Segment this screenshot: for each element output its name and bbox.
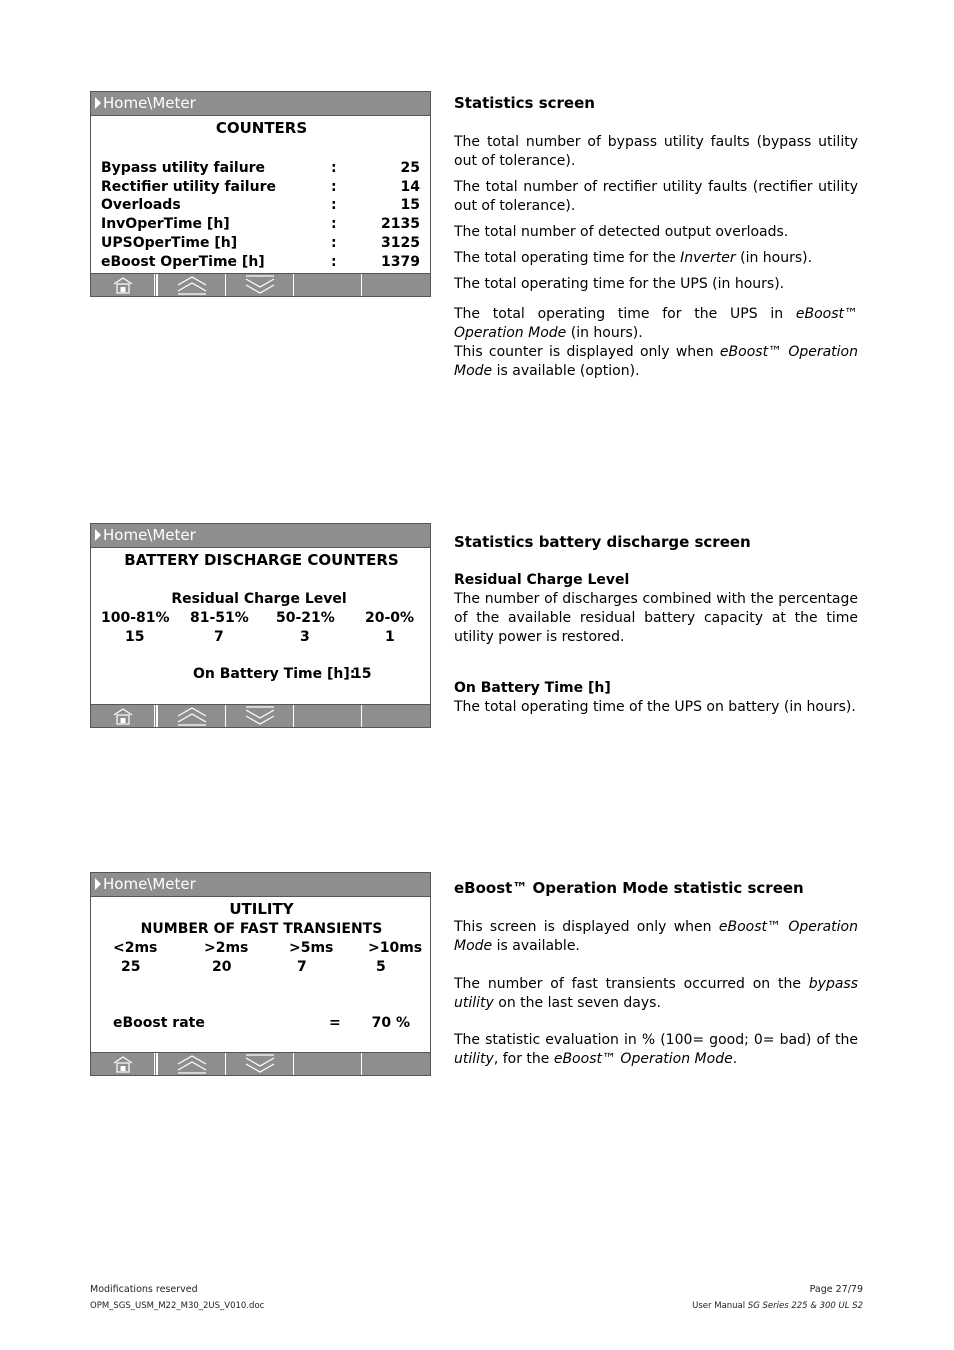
text-run: User Manual — [692, 1301, 748, 1311]
eboost-rate-sep: = — [329, 1015, 341, 1031]
paragraph — [454, 975, 858, 1013]
text-run: (in hours). — [566, 325, 643, 341]
softkey-bar — [91, 273, 430, 296]
emphasis: SG Series 225 & 300 UL S2 — [747, 1301, 863, 1311]
counters-panel — [90, 91, 431, 297]
paragraph: The total number of rectifier utility faults (rectifier utility out of tolerance). — [454, 179, 858, 214]
scroll-up-button[interactable] — [157, 1053, 226, 1075]
row-label: Bypass utility failure — [101, 160, 266, 176]
column-header: 81-51% — [190, 610, 249, 626]
text-run: . — [732, 1051, 738, 1067]
on-battery-value: 15 — [352, 666, 372, 682]
scroll-down-button[interactable] — [226, 705, 294, 727]
panel-title: COUNTERS — [215, 119, 308, 137]
subheading: Residual Charge Level — [454, 572, 630, 588]
text-run: is available. — [492, 938, 580, 954]
breadcrumb-label: Home\Meter — [103, 526, 196, 544]
paragraph: The total operating time for the UPS (in hours). — [454, 276, 785, 292]
home-button[interactable] — [91, 274, 157, 296]
column-value: 20 — [212, 959, 232, 975]
section-heading: Statistics screen — [454, 94, 595, 112]
column-value: 3 — [300, 629, 310, 645]
column-header: 100-81% — [101, 610, 170, 626]
breadcrumb-label: Home\Meter — [103, 875, 196, 893]
home-icon — [112, 1055, 134, 1073]
utility-panel — [90, 872, 431, 1076]
arrow-right-icon — [95, 97, 101, 109]
scroll-down-button[interactable] — [226, 274, 294, 296]
emphasis: eBoost™ Operation Mode — [553, 1051, 733, 1067]
text-run: , for the — [493, 1051, 554, 1067]
footer-modifications: Modifications reserved — [90, 1284, 198, 1295]
row-label: InvOperTime [h] — [101, 216, 230, 232]
paragraph — [454, 343, 858, 381]
column-value: 25 — [121, 959, 141, 975]
arrow-right-icon — [95, 529, 101, 541]
home-button[interactable] — [91, 1053, 157, 1075]
row-label: UPSOperTime [h] — [101, 235, 238, 251]
scroll-up-icon — [176, 706, 208, 726]
emphasis: Inverter — [680, 250, 736, 266]
home-button[interactable] — [91, 705, 157, 727]
row-value: 15 — [400, 197, 420, 213]
footer-filename: OPM_SGS_USM_M22_M30_2US_V010.doc — [90, 1301, 265, 1311]
text-run: The total operating time for the UPS in — [454, 306, 796, 322]
row-sep: : — [331, 254, 337, 270]
softkey-5[interactable] — [362, 705, 430, 727]
eboost-rate-label: eBoost rate — [113, 1015, 205, 1031]
row-value: 3125 — [381, 235, 420, 251]
scroll-down-icon — [244, 706, 276, 726]
paragraph: The total number of bypass utility faults (bypass utility out of tolerance). — [454, 134, 858, 169]
battery-discharge-panel — [90, 523, 431, 728]
column-header: 20-0% — [365, 610, 415, 626]
column-value: 5 — [376, 959, 386, 975]
row-value: 2135 — [381, 216, 420, 232]
column-value: 15 — [125, 629, 145, 645]
row-value: 1379 — [381, 254, 420, 270]
paragraph — [454, 305, 858, 343]
statistics-screen-section — [454, 94, 858, 381]
residual-charge-label: Residual Charge Level — [171, 591, 347, 607]
row-sep: : — [331, 160, 337, 176]
column-value: 1 — [385, 629, 395, 645]
softkey-5[interactable] — [362, 274, 430, 296]
paragraph: The total number of detected output overloads. — [454, 224, 789, 240]
text-run: The statistic evaluation in % (100= good; 0= bad) of the — [454, 1032, 858, 1048]
row-value: 14 — [400, 179, 420, 195]
home-icon — [112, 276, 134, 294]
text-run: This screen is displayed only when — [454, 919, 719, 935]
paragraph: The number of discharges combined with the percentage of the available residual battery capacity at the time utility power is restored. — [454, 591, 858, 645]
footer-page-number: Page 27/79 — [809, 1284, 863, 1295]
paragraph — [454, 1031, 858, 1069]
emphasis: eBoost™ Operation Mode — [454, 344, 858, 379]
text-run: (in hours). — [735, 250, 813, 266]
row-sep: : — [331, 197, 337, 213]
softkey-4[interactable] — [294, 705, 362, 727]
row-label: Overloads — [101, 197, 181, 213]
row-label: Rectifier utility failure — [101, 179, 276, 195]
text-run: The number of fast transients occurred on the — [454, 976, 809, 992]
column-header: >10ms — [368, 940, 423, 956]
footer-manual-title — [692, 1301, 863, 1311]
row-sep: : — [331, 235, 337, 251]
eboost-rate-value: 70 % — [371, 1015, 410, 1031]
softkey-5[interactable] — [362, 1053, 430, 1075]
section-heading: Statistics battery discharge screen — [454, 533, 751, 551]
subheading: On Battery Time [h] — [454, 680, 611, 696]
arrow-right-icon — [95, 878, 101, 890]
breadcrumb-label: Home\Meter — [103, 94, 196, 112]
section-heading: eBoost™ Operation Mode statistic screen — [454, 879, 804, 897]
text-run: on the last seven days. — [493, 995, 661, 1011]
scroll-up-button[interactable] — [157, 274, 226, 296]
scroll-down-button[interactable] — [226, 1053, 294, 1075]
paragraph: The total operating time of the UPS on battery (in hours). — [454, 699, 856, 715]
panel-title: UTILITY — [229, 900, 294, 918]
column-value: 7 — [214, 629, 224, 645]
softkey-4[interactable] — [294, 1053, 362, 1075]
paragraph — [454, 918, 858, 956]
home-icon — [112, 707, 134, 725]
row-sep: : — [331, 216, 337, 232]
scroll-down-icon — [244, 275, 276, 295]
breadcrumb[interactable] — [91, 873, 430, 897]
fast-transients-label: NUMBER OF FAST TRANSIENTS — [140, 921, 383, 937]
on-battery-label: On Battery Time [h]: — [193, 666, 356, 682]
text-run: The total operating time for the — [454, 250, 681, 266]
text-run: is available (option). — [492, 363, 640, 379]
softkey-4[interactable] — [294, 274, 362, 296]
eboost-statistic-section — [454, 879, 858, 1069]
column-header: 50-21% — [276, 610, 335, 626]
battery-discharge-section — [454, 533, 858, 717]
emphasis: eBoost™ Operation Mode — [454, 919, 858, 954]
scroll-down-icon — [244, 1054, 276, 1074]
emphasis: eBoost™ Operation Mode — [454, 306, 858, 341]
column-header: <2ms — [113, 940, 158, 956]
emphasis: bypass utility — [454, 976, 858, 1011]
emphasis: utility — [454, 1051, 494, 1067]
panel-title: BATTERY DISCHARGE COUNTERS — [124, 551, 399, 569]
scroll-up-icon — [176, 275, 208, 295]
scroll-up-button[interactable] — [157, 705, 226, 727]
row-sep: : — [331, 179, 337, 195]
column-header: >2ms — [204, 940, 249, 956]
scroll-up-icon — [176, 1054, 208, 1074]
column-value: 7 — [297, 959, 307, 975]
row-value: 25 — [400, 160, 420, 176]
column-header: >5ms — [289, 940, 334, 956]
breadcrumb[interactable] — [91, 92, 430, 116]
softkey-bar — [91, 704, 430, 727]
paragraph — [454, 249, 858, 268]
row-label: eBoost OperTime [h] — [101, 254, 265, 270]
text-run: This counter is displayed only when — [454, 344, 720, 360]
breadcrumb[interactable] — [91, 524, 430, 548]
softkey-bar — [91, 1052, 430, 1075]
